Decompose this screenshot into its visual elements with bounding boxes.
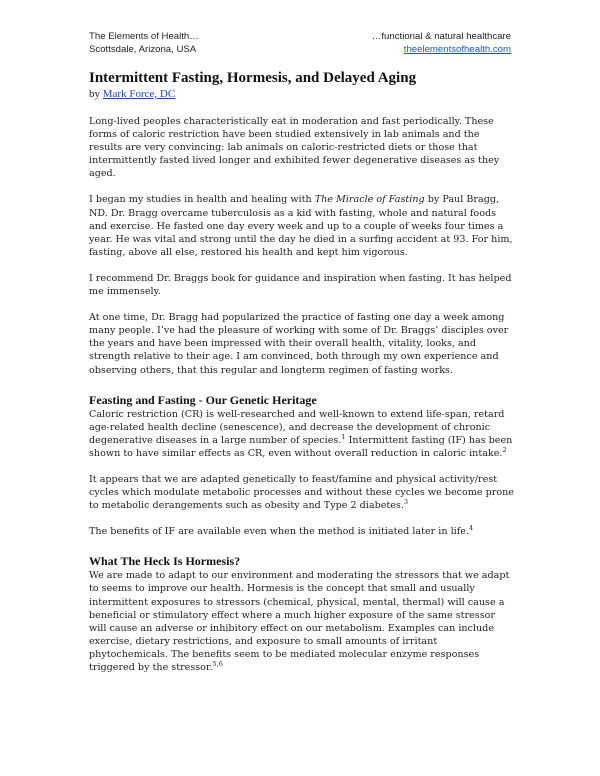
footnote-ref[interactable]: 2 bbox=[502, 445, 507, 454]
text-run: Intermittent fasting (IF) has been shown to have similar effects as CR, even without overall reduction in caloric intake. bbox=[89, 434, 513, 459]
byline-prefix: by bbox=[89, 88, 103, 100]
paragraph bbox=[89, 193, 514, 258]
text-run: We are made to adapt to our environment and moderating the stressors that we adapt to seems to improve our health. Hormesis is the concept that small and usually intermittent exposures to stressors (chemical, physical, mental, thermal) will cause a beneficial or stimulatory effect where a much higher exposure of the same stressor will cause an adverse or inhibitory effect on our metabolism. Examples can include exercise, dietary restrictions, and exposure to small amounts of irritant phytochemicals. The benefits seem to be mediated molecular enzyme responses triggered by the stressor. bbox=[89, 570, 510, 673]
paragraph bbox=[89, 569, 514, 674]
text-run: The benefits of IF are available even when the method is initiated later in life. bbox=[89, 526, 469, 538]
footnote-ref[interactable]: 3 bbox=[403, 498, 409, 507]
paragraph bbox=[89, 525, 514, 538]
byline bbox=[89, 87, 514, 101]
paragraph: Long-lived peoples characteristically eat in moderation and fast periodically. These forms of caloric restriction have been studied extensively in lab animals and the results are very convincing: lab animals on caloric-restricted diets or those that intermittently fasted lived longer and exhibited fewer degenerative diseases as they aged. bbox=[89, 116, 500, 180]
footnote-ref[interactable]: 5,6 bbox=[212, 660, 223, 668]
paragraph: At one time, Dr. Bragg had popularized the practice of fasting one day a week among many people. I’ve had the pleasure of working with some of Dr. Braggs’ disciples over the years and have been impressed with their overall health, vitality, looks, and strength relative to their age. I am convinced, both through my own experience and observing others, that this regular and longterm regimen of fasting works. bbox=[89, 312, 509, 376]
text-run: It appears that we are adapted genetically to feast/famine and physical activity/rest cycles which modulate metabolic processes and without these cycles we become prone to metabolic derangements such as obesity and Type 2 diabetes. bbox=[89, 473, 514, 512]
header-right bbox=[372, 31, 511, 56]
book-title: The Miracle of Fasting bbox=[314, 194, 425, 206]
paragraph bbox=[89, 473, 514, 512]
footnote-ref[interactable]: 1 bbox=[341, 432, 346, 441]
section-heading: Feasting and Fasting - Our Genetic Heritage bbox=[89, 392, 317, 407]
website-link[interactable]: theelementsofhealth.com bbox=[403, 43, 511, 55]
page-title: Intermittent Fasting, Hormesis, and Delayed Aging bbox=[89, 70, 417, 86]
text-run: by Paul Bragg, ND. Dr. Bragg overcame tuberculosis as a kid with fasting, whole and natural foods and exercise. He fasted one day every week and up to a couple of weeks four times a year. He was vital and strong until the day he died in a surfing accident at 93. For him, fasting, above all else, restored his health and kept him vigorous. bbox=[89, 194, 513, 258]
section-heading: What The Heck Is Hormesis? bbox=[89, 554, 241, 569]
author-link[interactable]: Mark Force, DC bbox=[102, 88, 176, 100]
footnote-ref[interactable]: 4 bbox=[469, 524, 474, 533]
header-left bbox=[89, 31, 199, 56]
article-body bbox=[89, 70, 514, 687]
text-run: I began my studies in health and healing with bbox=[89, 194, 315, 206]
paragraph: I recommend Dr. Braggs book for guidance and inspiration when fasting. It has helped me immensely. bbox=[89, 272, 512, 298]
paragraph bbox=[89, 408, 514, 460]
tagline: …functional & natural healthcare bbox=[371, 31, 511, 42]
org-name: The Elements of Health… bbox=[89, 31, 199, 42]
location: Scottsdale, Arizona, USA bbox=[89, 43, 197, 55]
text-run: Caloric restriction (CR) is well-researched and well-known to extend life-span, retard age-related health decline (senescence), and decrease the development of chronic degenerative diseases in a large number of species. bbox=[89, 408, 505, 446]
